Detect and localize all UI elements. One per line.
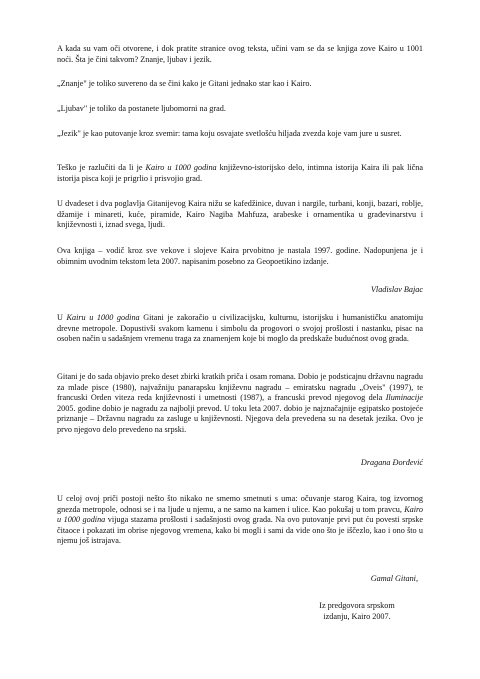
- source-line-2: izdanju, Kairo 2007.: [323, 612, 391, 621]
- book-title: Kairo u 1000 godina: [145, 163, 217, 172]
- signature-bajac: Vladislav Bajac: [370, 285, 423, 294]
- intro-paragraph-language: „Jezik" je kao putovanje kroz svemir: tama koju osvajate svetlošću hiljada zvezda koje vam jure u susret.: [57, 129, 402, 138]
- intro-paragraph-chapters: U dvadeset i dva poglavlja Gitanijevog Kaira nižu se kafedžinice, duvan i nargile, turbani, konji, bazari, roblje, džamije i minareti, kuće, piramide, Kairo Nagiba Mahfuza, arabeske i ornamentika u građevinarstvu i književnosti i, iznad svega, ljudi.: [57, 199, 423, 230]
- signature-gitani: Gamal Gitani,: [370, 574, 418, 583]
- text-run: Gitani je zakoračio u civilizacijsku, kulturnu, istorijsku i humanističku anatomiju drevne metropole. Dopustivši svakom kamenu i simbolu da progovori o svojoj prošlosti i nastanku, pisac na osoben način u sadašnjem vremenu traga za znamenjem koje bi moglo da predskaže budućnost ovog grada.: [57, 313, 423, 344]
- text-run: Teško je razlučiti da li je: [57, 163, 146, 172]
- text-run: vijuga stazama prošlosti i sadašnjosti ovog grada. Na ovo putovanje prvi put ću povesti srpske čitaoce i pokazati im obrise njegovog vremena, kako bi mogli i sami da vide ono što je iščezlo, kao i ono što u njemu još istrajava.: [57, 515, 423, 546]
- text-run: književno-istorijsko delo, intimna istorija Kaira ili pak lična istorija pisca koji je prigrlio i prisvojio grad.: [57, 163, 423, 183]
- intro-paragraph-love: „Ljubav" je toliko da postanete ljubomorni na grad.: [57, 104, 226, 113]
- source-line-1: Iz predgovora srpskom: [319, 601, 395, 610]
- intro-paragraph-1: A kada su vam oči otvorene, i dok pratite stranice ovog teksta, učini vam se da se knjiga zove Kairo u 1001 noći. Šta je čini takvom? Znanje, ljubav i jezik.: [57, 44, 423, 64]
- intro-paragraph-knowledge: „Znanje" je toliko suvereno da se čini kako je Gitani jednako star kao i Kairo.: [57, 79, 312, 88]
- book-title: Kairo u 1000 godina: [57, 504, 423, 525]
- text-run: Gitani je do sada objavio preko deset zbirki kratkih priča i osam romana. Dobio je podsticajnu državnu nagradu za mlade pisce (1980), najvažniju panarapsku književnu nagradu – emiratsku nagradu „Oveis" (1997), te francuski Orden viteza reda književnosti i umetnosti (1987), a francuski prevod njegovog dela: [57, 372, 423, 403]
- work-title: Iluminacije: [385, 393, 423, 403]
- text-run: 2005. godine dobio je nagradu za najbolji prevod. U toku leta 2007. dobio je najznačajnije egipatsko postojeće priznanje – Državnu nagradu za zasluge u književnosti. Njegova dela prevedena su na desetak jezika. Ovo je prvo njegovo delo prevedeno na srpski.: [57, 403, 423, 434]
- intro-paragraph-genre: [57, 163, 423, 184]
- second-paragraph-awards: [57, 372, 423, 436]
- intro-paragraph-history: Ova knjiga – vodič kroz sve vekove i slojeve Kaira prvobitno je nastala 1997. godine. Nadopunjena je i obimnim uvodnim tekstom leta 2007. napisanim posebno za Geopoetikino izdanje.: [57, 246, 423, 266]
- third-paragraph-preservation: [57, 494, 423, 547]
- book-title: Kairu u 1000 godina: [66, 313, 140, 322]
- text-run: U: [57, 313, 67, 322]
- second-paragraph-anatomy: [57, 313, 423, 345]
- text-run: U celoj ovoj priči postoji nešto što nikako ne smemo smetnuti s uma: očuvanje starog Kaira, tog izvornog gnezda metropole, odnosi se i na ljude u njemu, a ne samo na kamen i ulice. Kao pokušaj u tom pravcu,: [57, 494, 423, 514]
- signature-djordjevic: Dragana Đorđević: [360, 458, 423, 467]
